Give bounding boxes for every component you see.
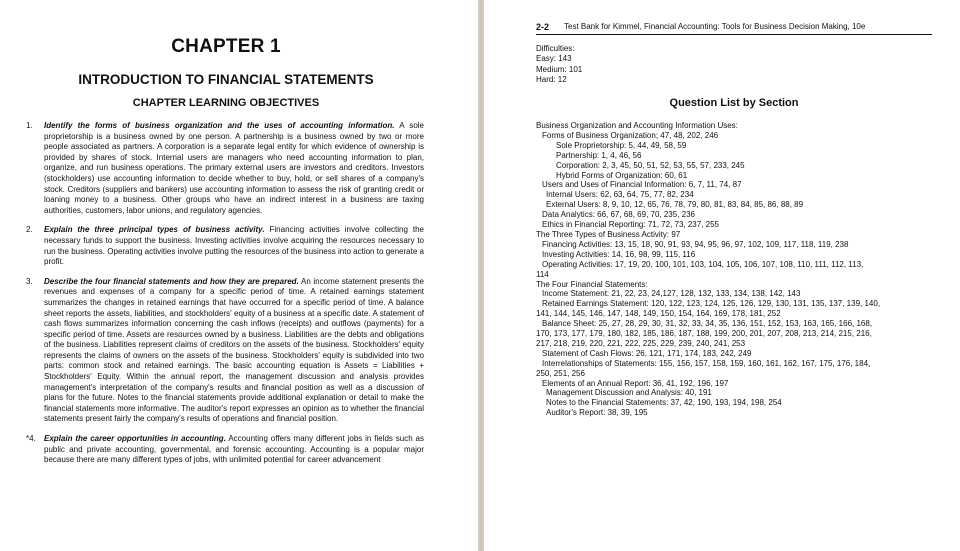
objective-number: 2.: [26, 225, 33, 235]
difficulty-hard: Hard: 12: [536, 75, 567, 85]
question-list-row: 170, 173, 177, 179, 180, 182, 185, 186, 187, 188, 199, 200, 201, 207, 208, 213, 214, 215, 216,: [536, 329, 872, 339]
objective-item: [26, 225, 424, 267]
question-list-row: Forms of Business Organization; 47, 48, 202, 246: [542, 130, 719, 140]
question-list-row: 141, 144, 145, 146, 147, 148, 149, 150, 154, 164, 169, 178, 181, 252: [536, 309, 781, 319]
question-list-heading: Question List by Section: [669, 97, 799, 109]
objective-heading: Explain the three principal types of business activity.: [44, 225, 265, 235]
difficulty-easy: Easy: 143: [536, 54, 572, 64]
question-list-row: Sole Proprietorship: 5, 44, 49, 58, 59: [556, 140, 687, 150]
question-list-row: Statement of Cash Flows: 26, 121, 171, 174, 183, 242, 249: [542, 348, 752, 358]
question-list-row: Balance Sheet: 25, 27, 28, 29, 30, 31, 32, 33, 34, 35, 136, 151, 152, 153, 163, 165, 166, 168,: [542, 319, 873, 329]
question-list-row: External Users: 8, 9, 10, 12, 65, 76, 78, 79, 80, 81, 83, 84, 85, 86, 88, 89: [546, 200, 804, 210]
question-list-row: Elements of an Annual Report: 36, 41, 192, 196, 197: [542, 378, 729, 388]
objective-heading: Identify the forms of business organization and the uses of accounting information.: [44, 121, 395, 130]
objective-body: Financing activities involve collecting the necessary funds to support the business. Investing activities involve acquiring the resources necessary to run the business. Operating activities involve putting the resources of the business into action to generate a profit.: [44, 225, 424, 267]
question-list-row: Hybrid Forms of Organization: 60, 61: [556, 170, 688, 180]
objective-body: An income statement presents the revenues and expenses of a company for a specific period of time. A retained earnings statement summarizes the changes in retained earnings that have occurred for a specific period of time. A balance sheet reports the assets, liabilities, and stockholders' equity of a business at a specific date. A statement of cash flows summarizes information concerning the cash inflows (receipts) and outflows (payments) for a specific period of time. Assets are resources owned by a business. Liabilities are the debts and obligations of the business. Liabilities represent claims of creditors on the assets of the business. Stockholders' equity represents the claims of owners on the assets of the business. Stockholders' equity is subdivided into two parts: common stock and retained earnings. The basic accounting equation is Assets = Liabilities + Stockholders' Equity. Within the annual report, the management discussion and analysis provides management's interpretation of the company's results and financial position as well as a discussion of plans for the future. Notes to the financial statements provide additional explanation or detail to make the financial statements more informative. The auditor's report expresses an opinion as to whether the financial statements present fairly the company's results of operations and financial position.: [44, 276, 424, 424]
question-list-row: Internal Users: 62, 63, 64, 75, 77, 82, 234: [546, 190, 694, 200]
objective-number: 1.: [26, 121, 33, 130]
objective-item: [26, 277, 424, 425]
header-rule: [536, 34, 932, 35]
objectives-heading: CHAPTER LEARNING OBJECTIVES: [132, 97, 320, 109]
right-page: [484, 0, 960, 551]
left-page: [0, 0, 478, 551]
question-list-row: Operating Activities: 17, 19, 20, 100, 101, 103, 104, 105, 106, 107, 108, 110, 111, 112, 113,: [542, 259, 864, 269]
objective-body: A sole proprietorship is a business owned by one person. A partnership is a business owned by two or more people associated as partners. A corporation is a separate legal entity for which evidence of ownership is provided by shares of stock. Internal users are managers who need accounting information to plan, organize, and run business operations. The primary external users are investors and creditors. Investors (stockholders) use accounting information to decide whether to buy, hold, or sell shares of a company's stock. Creditors (suppliers and bankers) use accounting information to assess the risk of granting credit or loaning money to a business. Other groups who have an indirect interest in a business are taxing authorities, customers, labor unions, and regulatory agencies.: [44, 121, 424, 215]
question-list-row: Business Organization and Accounting Information Uses:: [536, 121, 738, 130]
objective-heading: Describe the four financial statements and how they are prepared.: [44, 276, 299, 286]
page-number: 2-2: [536, 22, 550, 32]
objective-item: [26, 434, 424, 466]
question-list-row: Users and Uses of Financial Information: 6, 7, 11, 74, 87: [542, 180, 742, 190]
question-list-row: 217, 218, 219, 220, 221, 222, 225, 229, 239, 240, 241, 253: [536, 338, 746, 348]
question-list-row: Ethics in Financial Reporting: 71, 72, 73, 237, 255: [542, 220, 719, 230]
question-list-row: The Three Types of Business Activity: 97: [536, 229, 681, 239]
objectives-list: [26, 121, 424, 475]
objective-number: *4.: [26, 434, 36, 444]
difficulty-label: Difficulties:: [536, 44, 575, 53]
question-list-row: Data Analytics: 66, 67, 68, 69, 70, 235, 236: [542, 210, 695, 220]
objective-item: [26, 121, 424, 216]
objective-number: 3.: [26, 276, 33, 286]
objective-body: Accounting offers many different jobs in fields such as public and private accounting, governmental, and forensic accounting. Accounting is a popular major because there are many different types of jobs, with unlimited potential for career advancement: [44, 434, 424, 465]
question-list: [536, 121, 932, 418]
chapter-title: CHAPTER 1: [171, 36, 281, 57]
question-list-row: Investing Activities: 14, 16, 98, 99, 115, 116: [542, 249, 696, 259]
difficulty-medium: Medium: 101: [536, 64, 583, 74]
question-list-row: Auditor's Report: 38, 39, 195: [546, 408, 648, 418]
question-list-row: Income Statement: 21, 22, 23, 24,127, 128, 132, 133, 134, 138, 142, 143: [542, 289, 801, 299]
running-header: Test Bank for Kimmel, Financial Accounting: Tools for Business Decision Making, 10e: [564, 22, 866, 31]
question-list-row: The Four Financial Statements:: [536, 279, 648, 289]
difficulty-block: [536, 44, 582, 86]
question-list-row: 114: [536, 269, 549, 279]
question-list-row: Notes to the Financial Statements: 37, 42, 190, 193, 194, 198, 254: [546, 398, 782, 408]
question-list-row: Corporation: 2, 3, 45, 50, 51, 52, 53, 55, 57, 233, 245: [556, 160, 745, 170]
question-list-row: Partnership: 1, 4, 46, 56: [556, 150, 642, 160]
chapter-subtitle: INTRODUCTION TO FINANCIAL STATEMENTS: [78, 72, 374, 87]
objective-heading: Explain the career opportunities in accounting.: [44, 434, 226, 444]
question-list-row: Retained Earnings Statement: 120, 122, 123, 124, 125, 126, 129, 130, 131, 135, 137, 139, 140,: [542, 299, 881, 309]
question-list-row: Management Discussion and Analysis: 40, 191: [546, 388, 712, 398]
question-list-row: 250, 251, 256: [536, 368, 585, 378]
question-list-row: Interrelationships of Statements: 155, 156, 157, 158, 159, 160, 161, 162, 167, 175, 176, 184,: [542, 358, 871, 368]
question-list-row: Financing Activities: 13, 15, 18, 90, 91, 93, 94, 95, 96, 97, 102, 109, 117, 118, 119, 238: [542, 239, 849, 249]
